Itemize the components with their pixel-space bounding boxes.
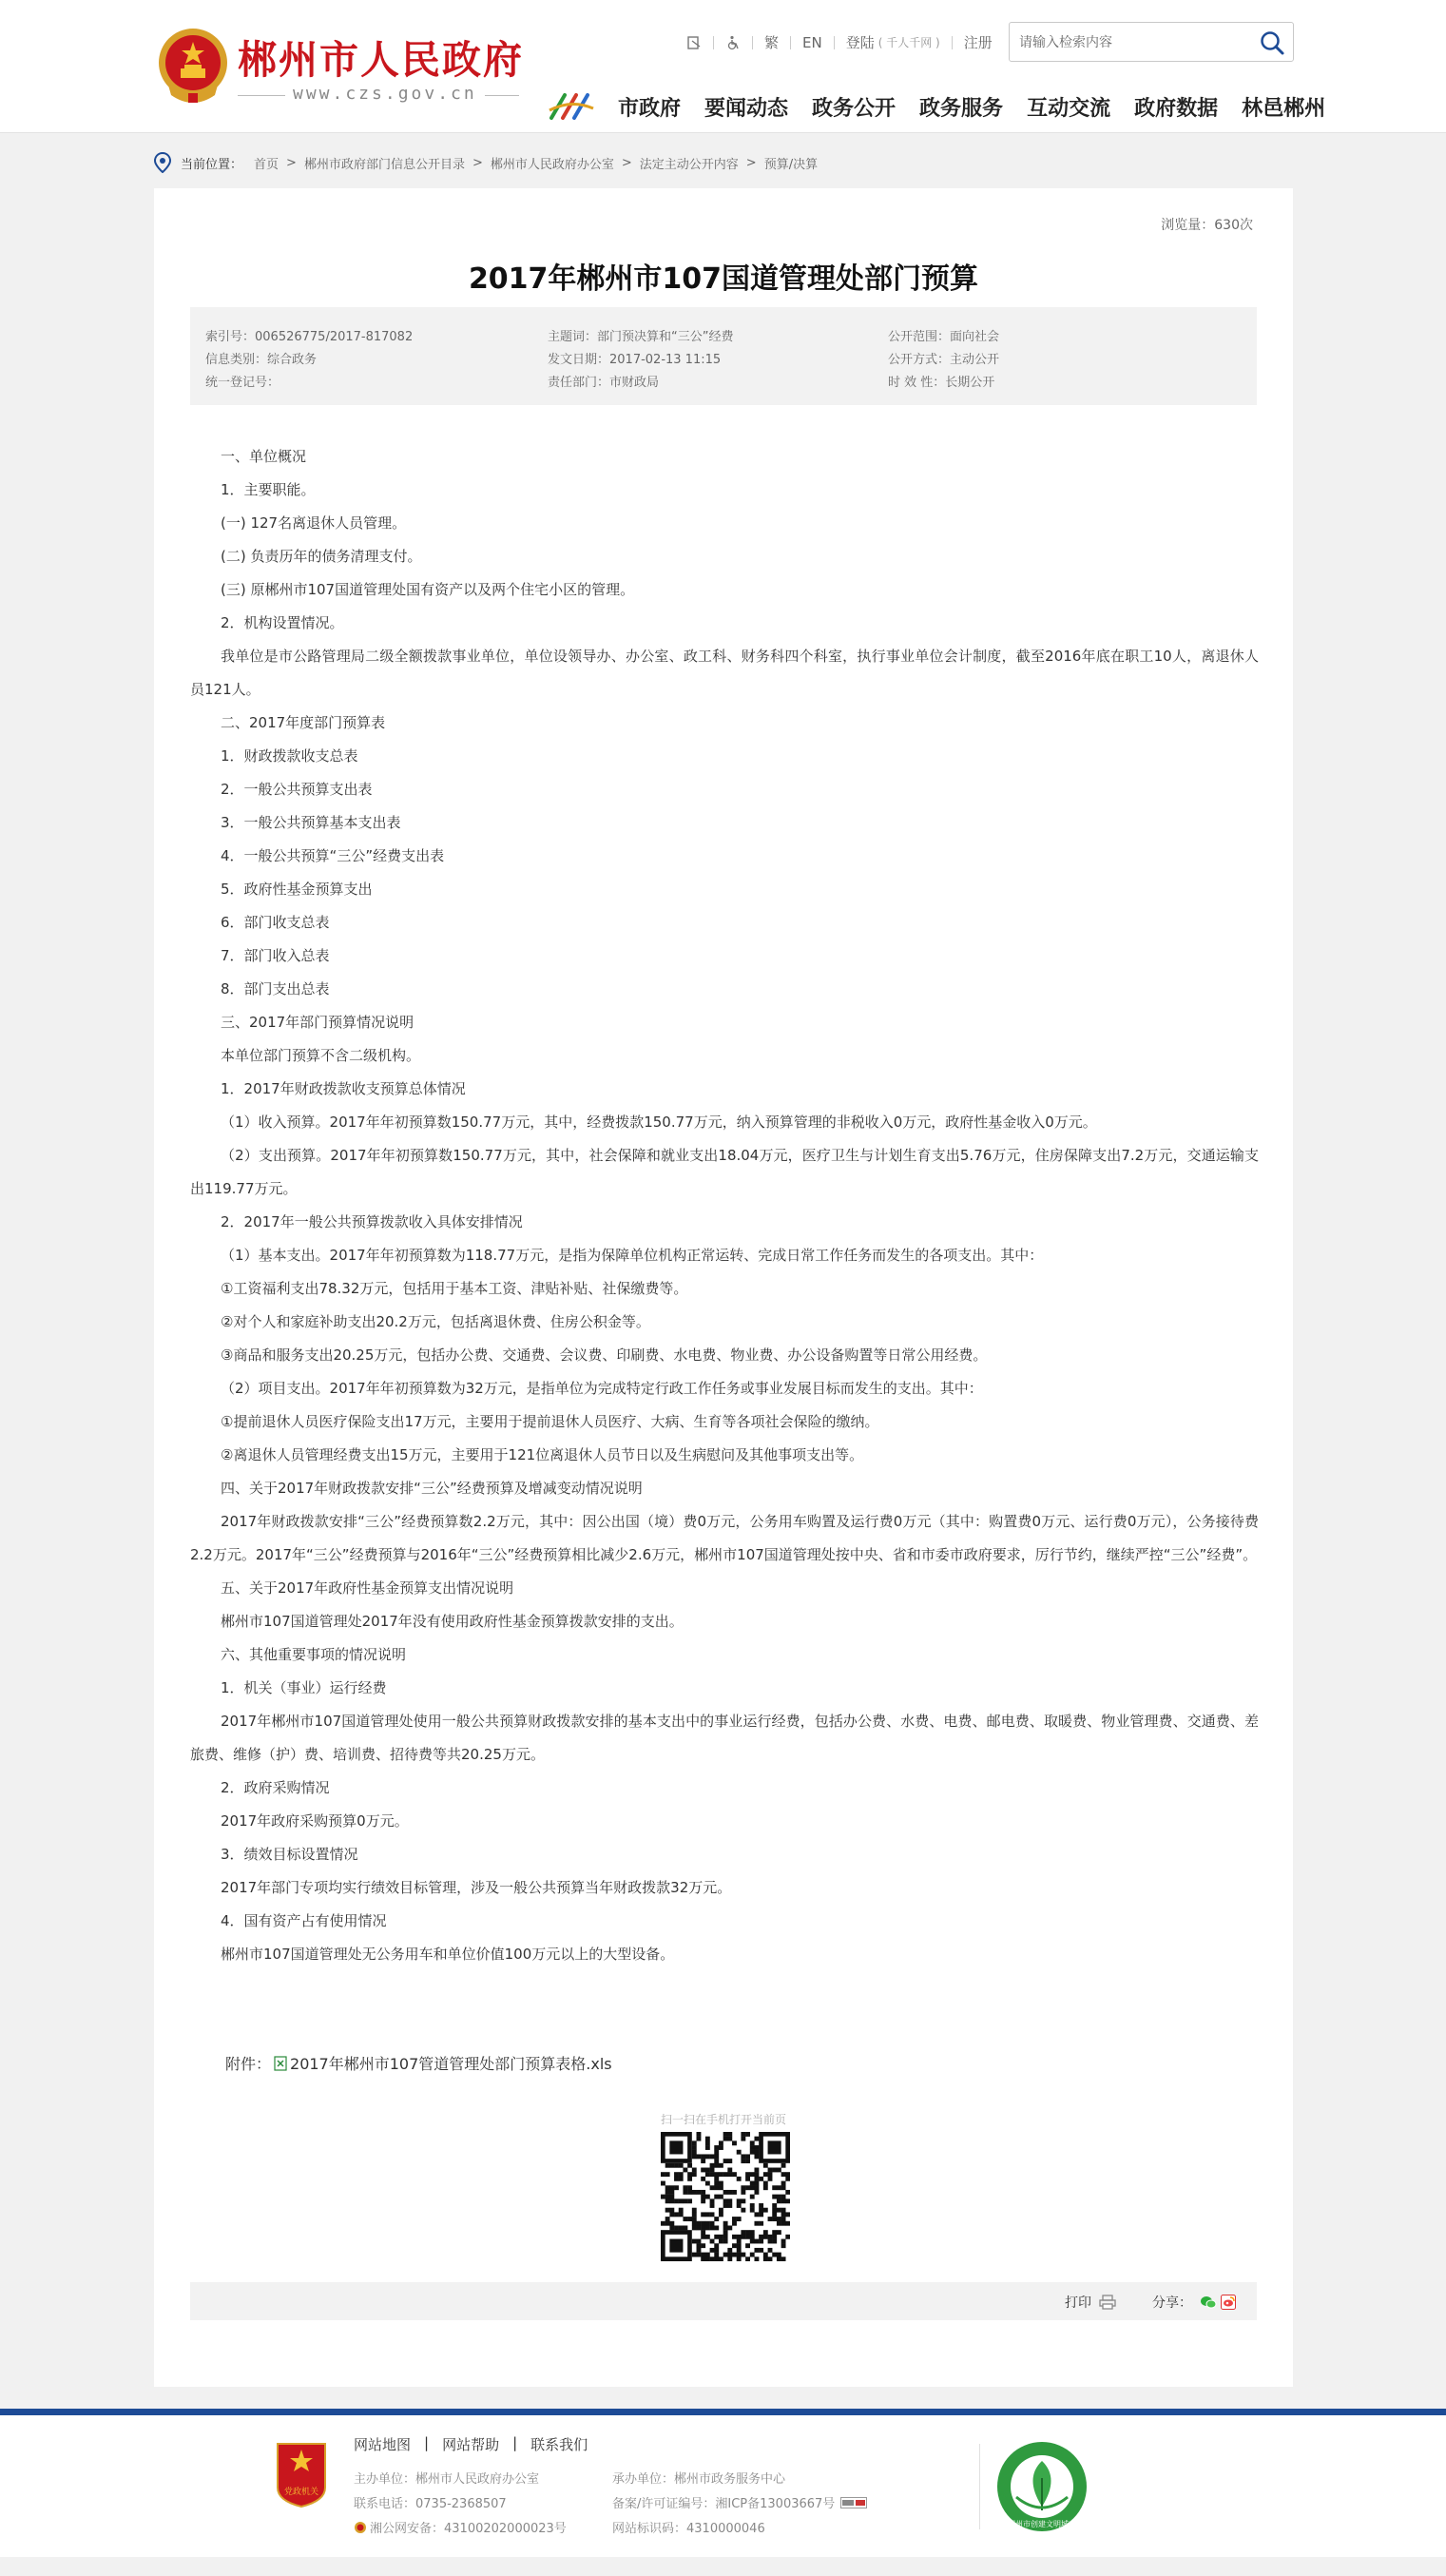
badge-text: 党政机关 — [283, 2488, 319, 2497]
breadcrumb-office[interactable]: 郴州市人民政府办公室 — [490, 157, 614, 172]
nav-item-news[interactable]: 要闻动态 — [704, 97, 789, 121]
location-pin-icon — [154, 152, 171, 173]
meta-dept: 责任部门：市财政局 — [548, 376, 660, 390]
breadcrumb-budget[interactable]: 预算/决算 — [763, 157, 819, 172]
article-paragraph: (三) 原郴州市107国道管理处国有资产以及两个住宅小区的管理。 — [221, 581, 635, 598]
meta-date: 发文日期：2017-02-13 11:15 — [548, 353, 722, 367]
article-paragraph: 4．一般公共预算“三公”经费支出表 — [221, 847, 445, 864]
view-count: 浏览量：630次 — [1161, 218, 1253, 233]
qr-code-icon — [661, 2132, 790, 2261]
article-paragraph: ①工资福利支出78.32万元，包括用于基本工资、津贴补贴、社保缴费等。 — [221, 1280, 688, 1297]
article-paragraph: 2．政府采购情况 — [221, 1779, 330, 1796]
article-paragraph: （1）收入预算。2017年年初预算数150.77万元，其中，经费拨款150.77万元，纳入预算管理的非税收入0万元，政府性基金收入0万元。 — [221, 1114, 1097, 1131]
nav-item-gov-affairs-open[interactable]: 政务公开 — [812, 97, 897, 121]
breadcrumb-lead: 当前位置： — [181, 157, 243, 172]
xls-file-icon — [274, 2056, 287, 2071]
article-paragraph: 6．部门收支总表 — [221, 914, 330, 931]
footer-undertaker: 承办单位：郴州市政务服务中心 — [612, 2472, 786, 2487]
breadcrumb-dept-catalog[interactable]: 郴州市政府部门信息公开目录 — [303, 157, 465, 172]
article-paragraph: 四、关于2017年财政拨款安排“三公”经费预算及增减变动情况说明 — [221, 1480, 643, 1497]
search-icon[interactable] — [1259, 29, 1285, 56]
breadcrumb-arrow: > — [472, 155, 483, 170]
party-gov-badge-icon[interactable] — [276, 2442, 327, 2508]
article-paragraph: 3．一般公共预算基本支出表 — [221, 814, 401, 831]
wechat-icon[interactable] — [1200, 2295, 1217, 2310]
article-card — [154, 188, 1293, 2387]
meta-validity: 时 效 性：长期公开 — [888, 376, 995, 390]
attachment — [225, 2052, 612, 2074]
article-paragraph: 一、单位概况 — [221, 448, 307, 465]
article-paragraph: 郴州市107国道管理处2017年没有使用政府性基金预算拨款安排的支出。 — [221, 1613, 684, 1630]
site-title[interactable]: 郴州市人民政府 — [238, 37, 524, 83]
search-box — [1009, 22, 1294, 62]
meta-index-no: 索引号：006526775/2017-817082 — [205, 330, 414, 344]
footer-icp — [612, 2493, 867, 2511]
article-paragraph: 五、关于2017年政府性基金预算支出情况说明 — [221, 1579, 514, 1597]
breadcrumb-statutory[interactable]: 法定主动公开内容 — [639, 157, 739, 172]
footer-icp-text[interactable]: 备案/许可证编号：湘ICP备13003667号 — [612, 2497, 836, 2511]
print-label: 打印 — [1065, 2295, 1091, 2311]
attachment-label: 附件： — [225, 2055, 272, 2073]
article-paragraph: ②对个人和家庭补助支出20.2万元，包括离退休费、住房公积金等。 — [221, 1313, 650, 1330]
article-paragraph: 六、其他重要事项的情况说明 — [221, 1646, 407, 1663]
article-paragraph: 1．财政拨款收支总表 — [221, 747, 358, 765]
register-link[interactable]: 注册 — [963, 34, 993, 51]
article-paragraph: 2017年财政拨款安排“三公”经费预算数2.2万元，其中：因公出国（境）费0万元，公务用车购置及运行费0万元（其中：购置费0万元、运行费0万元），公务接待费2.2万元。2017年“三公”经费预算与2016年“三公”经费预算相比减少2.6万元，郴州市107国道管理处按中央、省和市委市政府要求，厉行节约，继续严控“三公”经费”。 — [190, 1513, 1259, 1563]
main-nav — [618, 92, 1325, 122]
footer-divider — [979, 2444, 980, 2529]
accessibility-icon[interactable] — [686, 35, 702, 50]
separator — [752, 36, 753, 49]
article-paragraph: 1．主要职能。 — [221, 481, 316, 498]
article-paragraph: 2017年郴州市107国道管理处使用一般公共预算财政拨款安排的基本支出中的事业运行经费，包括办公费、水费、电费、邮电费、取暖费、物业管理费、交通费、差旅费、维修（护）费、培训费、招待费等共20.25万元。 — [190, 1713, 1259, 1763]
article-paragraph: 2．机构设置情况。 — [221, 614, 344, 631]
footer-phone: 联系电话：0735-2368507 — [354, 2497, 507, 2511]
nav-item-gov-services[interactable]: 政务服务 — [919, 97, 1004, 121]
login-label: 登陆 — [845, 34, 875, 51]
search-input[interactable] — [1019, 31, 1247, 54]
article-paragraph: 2．2017年一般公共预算拨款收入具体安排情况 — [221, 1213, 523, 1230]
share-bar — [190, 2282, 1257, 2320]
article-paragraph: 8．部门支出总表 — [221, 980, 330, 997]
qr-caption: 扫一扫在手机打开当前页 — [660, 2113, 786, 2126]
breadcrumb — [154, 152, 825, 173]
article-paragraph: (二) 负责历年的债务清理支付。 — [221, 548, 422, 565]
attachment-link[interactable]: 2017年郴州市107管道管理处部门预算表格.xls — [290, 2055, 612, 2073]
breadcrumb-arrow: > — [745, 155, 757, 170]
article-paragraph: 4．国有资产占有使用情况 — [221, 1912, 387, 1929]
separator — [952, 36, 953, 49]
article-paragraph: （1）基本支出。2017年年初预算数为118.77万元，是指为保障单位机构正常运转、完成日常工作任务而发生的各项支出。其中： — [221, 1247, 1044, 1264]
nav-item-gov-data[interactable]: 政府数据 — [1134, 97, 1219, 121]
cnzz-icon[interactable] — [840, 2497, 867, 2508]
article-paragraph: 7．部门收入总表 — [221, 947, 330, 964]
article-title: 2017年郴州市107国道管理处部门预算 — [468, 262, 979, 296]
nav-item-government[interactable]: 市政府 — [618, 97, 682, 121]
article-paragraph: 本单位部门预算不含二级机构。 — [221, 1047, 421, 1064]
footer-police-text[interactable]: 湘公网安备：43100202000023号 — [370, 2522, 567, 2536]
separator — [834, 36, 835, 49]
traditional-chinese-link[interactable]: 繁 — [764, 34, 780, 51]
article-paragraph: ②离退休人员管理经费支出15万元，主要用于121位离退休人员节日以及生病慰问及其他事项支出等。 — [221, 1446, 864, 1463]
login-note: ( 千人千网 ) — [877, 36, 940, 49]
footer-bar — [0, 2409, 1446, 2415]
article-meta — [190, 307, 1257, 405]
article-paragraph: 我单位是市公路管理局二级全额拨款事业单位，单位设领导办、办公室、政工科、财务科四个科室，执行事业单位会计制度，截至2016年底在职工10人，离退休人员121人。 — [190, 648, 1259, 698]
article-paragraph: 3．绩效目标设置情况 — [221, 1846, 358, 1863]
separator — [790, 36, 791, 49]
article-paragraph: 郴州市107国道管理处无公务用车和单位价值100万元以上的大型设备。 — [221, 1946, 675, 1963]
footer-host: 主办单位：郴州市人民政府办公室 — [354, 2472, 540, 2487]
meta-category: 信息类别：综合政务 — [205, 353, 318, 367]
article-paragraph: 2．一般公共预算支出表 — [221, 781, 373, 798]
meta-scope: 公开范围：面向社会 — [888, 330, 1000, 344]
breadcrumb-arrow: > — [621, 155, 632, 170]
article-paragraph: 5．政府性基金预算支出 — [221, 881, 373, 898]
article-paragraph: 1．2017年财政拨款收支预算总体情况 — [221, 1080, 466, 1097]
separator: | — [424, 2434, 430, 2451]
english-link[interactable]: EN — [802, 33, 822, 51]
share-label: 分享： — [1152, 2295, 1192, 2311]
breadcrumb-home[interactable]: 首页 — [254, 157, 280, 172]
site-url: www.czs.gov.cn — [285, 84, 485, 104]
footer-link-contact[interactable]: 联系我们 — [530, 2436, 588, 2453]
nav-logo-icon — [548, 89, 595, 122]
article-paragraph: 2017年部门专项均实行绩效目标管理，涉及一般公共预算当年财政拨款32万元。 — [221, 1879, 732, 1896]
site-header — [0, 0, 1446, 133]
article-body — [190, 440, 1259, 1971]
meta-reg-no: 统一登记号： — [205, 376, 280, 390]
article-paragraph: 二、2017年度部门预算表 — [221, 714, 386, 731]
footer-site-code: 网站标识码：4310000046 — [612, 2522, 765, 2536]
meta-method: 公开方式：主动公开 — [888, 353, 1000, 367]
footer-links — [354, 2434, 588, 2454]
printer-icon — [1099, 2295, 1116, 2310]
article-paragraph: （2）支出预算。2017年年初预算数150.77万元，其中，社会保障和就业支出18.04万元，医疗卫生与计划生育支出5.76万元，住房保障支出7.2万元，交通运输支出119.77万元。 — [190, 1147, 1259, 1197]
article-paragraph: ③商品和服务支出20.25万元，包括办公费、交通费、会议费、印刷费、水电费、物业费、办公设备购置等日常公用经费。 — [221, 1346, 988, 1364]
article-paragraph: 1．机关（事业）运行经费 — [221, 1679, 387, 1696]
article-paragraph: (一) 127名离退休人员管理。 — [221, 514, 407, 532]
article-paragraph: 三、2017年部门预算情况说明 — [221, 1014, 415, 1031]
wheelchair-icon[interactable] — [725, 35, 741, 50]
weibo-icon[interactable] — [1221, 2295, 1236, 2310]
article-paragraph: ①提前退休人员医疗保险支出17万元，主要用于提前退休人员医疗、大病、生育等各项社会保险的缴纳。 — [221, 1413, 879, 1430]
bottom-strip — [0, 2557, 1446, 2576]
article-paragraph: （2）项目支出。2017年年初预算数为32万元，是指单位为完成特定行政工作任务或事业发展目标而发生的支出。其中： — [221, 1380, 983, 1397]
print-button[interactable] — [1065, 2293, 1116, 2312]
nav-item-interaction[interactable]: 互动交流 — [1027, 97, 1111, 121]
police-badge-icon — [354, 2521, 367, 2534]
footer-link-sitemap[interactable]: 网站地图 — [354, 2436, 412, 2453]
civ-badge-text: 郴州市创建文明城市 — [1008, 2520, 1076, 2528]
nav-item-linyi-chenzhou[interactable]: 林邑郴州 — [1242, 97, 1326, 121]
separator — [713, 36, 714, 49]
separator: | — [512, 2434, 518, 2451]
civilized-city-badge-icon[interactable] — [995, 2440, 1089, 2533]
footer-link-help[interactable]: 网站帮助 — [442, 2436, 500, 2453]
site-footer — [0, 2415, 1446, 2557]
meta-topic: 主题词：部门预决算和“三公”经费 — [548, 330, 734, 344]
login-link[interactable] — [846, 32, 940, 52]
share-area — [1152, 2293, 1236, 2312]
article-paragraph: 2017年政府采购预算0万元。 — [221, 1812, 409, 1830]
top-links — [686, 32, 993, 52]
national-emblem-icon — [156, 25, 230, 105]
breadcrumb-arrow: > — [286, 155, 297, 170]
footer-police — [354, 2518, 567, 2536]
